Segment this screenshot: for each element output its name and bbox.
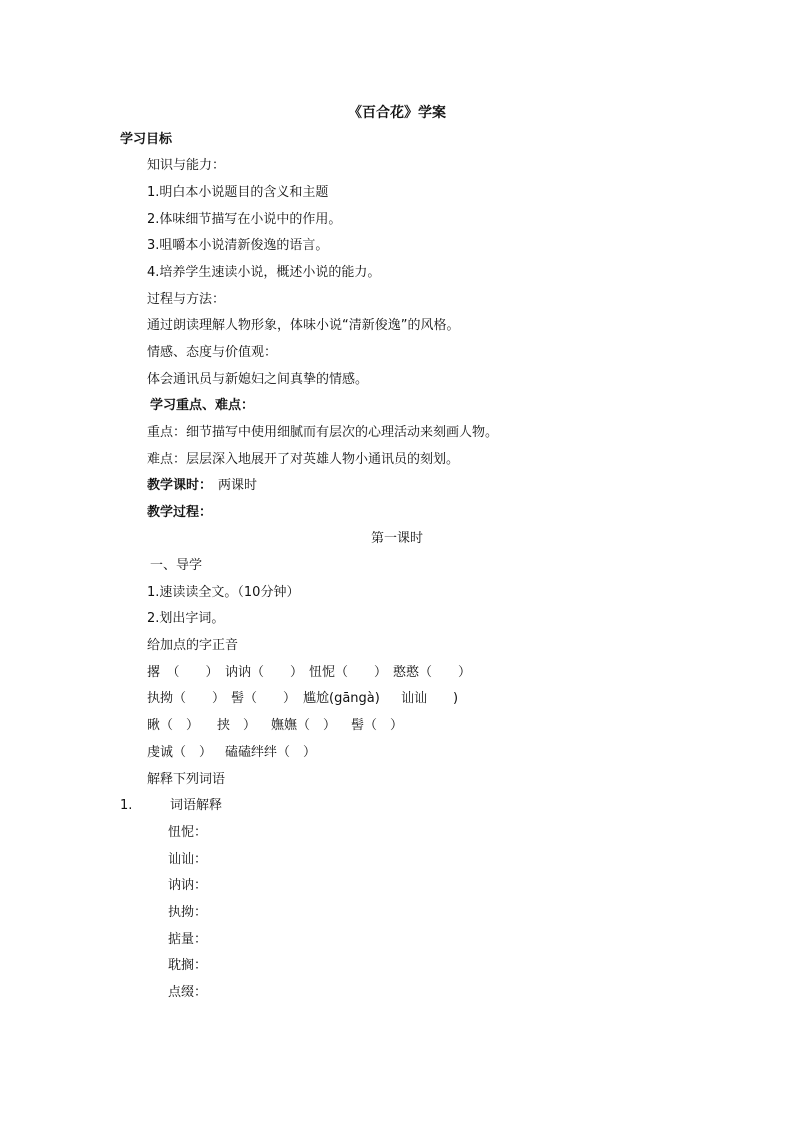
pronounce-cell: 虔诚（ ） <box>147 745 213 760</box>
lesson-heading: 第一课时 <box>370 531 423 546</box>
knowledge-item: 4.培养学生速读小说，概述小说的能力。 <box>147 265 381 280</box>
word-entry: 执拗： <box>168 905 208 920</box>
knowledge-item: 1.明白本小说题目的含义和主题 <box>147 185 329 200</box>
pronounce-cell: 髻（ ） <box>351 718 404 733</box>
pronounce-row <box>147 718 507 734</box>
words-heading: 词语解释 <box>170 798 223 813</box>
word-entry: 掂量： <box>168 932 208 947</box>
pronounce-row <box>147 665 507 681</box>
document-title: 《百合花》学案 <box>348 105 446 121</box>
word-entry: 耽搁： <box>168 958 208 973</box>
pronounce-cell: 憨憨（ ） <box>393 665 472 680</box>
process-text: 通过朗读理解人物形象，体味小说“清新俊逸”的风格。 <box>147 318 460 333</box>
pronounce-cell: 尴尬(gāngà) <box>303 691 380 706</box>
knowledge-item: 3.咀嚼本小说清新俊逸的语言。 <box>147 238 329 253</box>
pronounce-cell: 挟 ） <box>217 718 257 733</box>
hours-line <box>147 478 257 494</box>
pronounce-cell: 执拗（ ） <box>147 691 226 706</box>
pronounce-cell: 嫵嫵（ ） <box>271 718 337 733</box>
guide-heading: 一、导学 <box>150 558 203 573</box>
process-label: 教学过程： <box>147 505 213 520</box>
pronounce-row <box>147 745 507 761</box>
word-entry: 点缀： <box>168 985 208 1000</box>
knowledge-item: 2.体味细节描写在小说中的作用。 <box>147 212 342 227</box>
step-item: 1.速读读全文。（10分钟） <box>147 585 300 600</box>
emotion-heading: 情感、态度与价值观： <box>147 345 278 360</box>
emotion-text: 体会通讯员与新媳妇之间真挚的情感。 <box>147 372 369 387</box>
pronounce-heading: 给加点的字正音 <box>147 638 239 653</box>
process-heading: 过程与方法： <box>147 292 226 307</box>
word-entry: 讷讷： <box>168 878 208 893</box>
pronounce-row <box>147 691 507 707</box>
hours-value: 两课时 <box>218 478 258 493</box>
key-point: 重点：细节描写中使用细腻而有层次的心理活动来刻画人物。 <box>147 425 499 440</box>
objectives-heading: 学习目标 <box>120 132 173 147</box>
difficulty-point: 难点：层层深入地展开了对英雄人物小通讯员的刻划。 <box>147 452 460 467</box>
pronounce-cell: 忸怩（ ） <box>309 665 388 680</box>
pronounce-cell: 撂 （ ） <box>147 665 219 680</box>
key-heading: 学习重点、难点： <box>150 398 255 413</box>
explain-heading: 解释下列词语 <box>147 772 226 787</box>
list-number: 1. <box>120 798 133 813</box>
pronounce-cell: 讷讷（ ） <box>225 665 304 680</box>
knowledge-heading: 知识与能力： <box>147 158 226 173</box>
word-entry: 讪讪： <box>168 852 208 867</box>
pronounce-cell: 讪讪 ) <box>401 691 459 706</box>
hours-label: 教学课时： <box>147 478 213 493</box>
pronounce-cell: 磕磕绊绊（ ） <box>225 745 317 760</box>
pronounce-cell: 髻（ ） <box>231 691 297 706</box>
word-entry: 忸怩： <box>168 825 208 840</box>
step-item: 2.划出字词。 <box>147 611 225 626</box>
pronounce-cell: 瞅（ ） <box>147 718 200 733</box>
